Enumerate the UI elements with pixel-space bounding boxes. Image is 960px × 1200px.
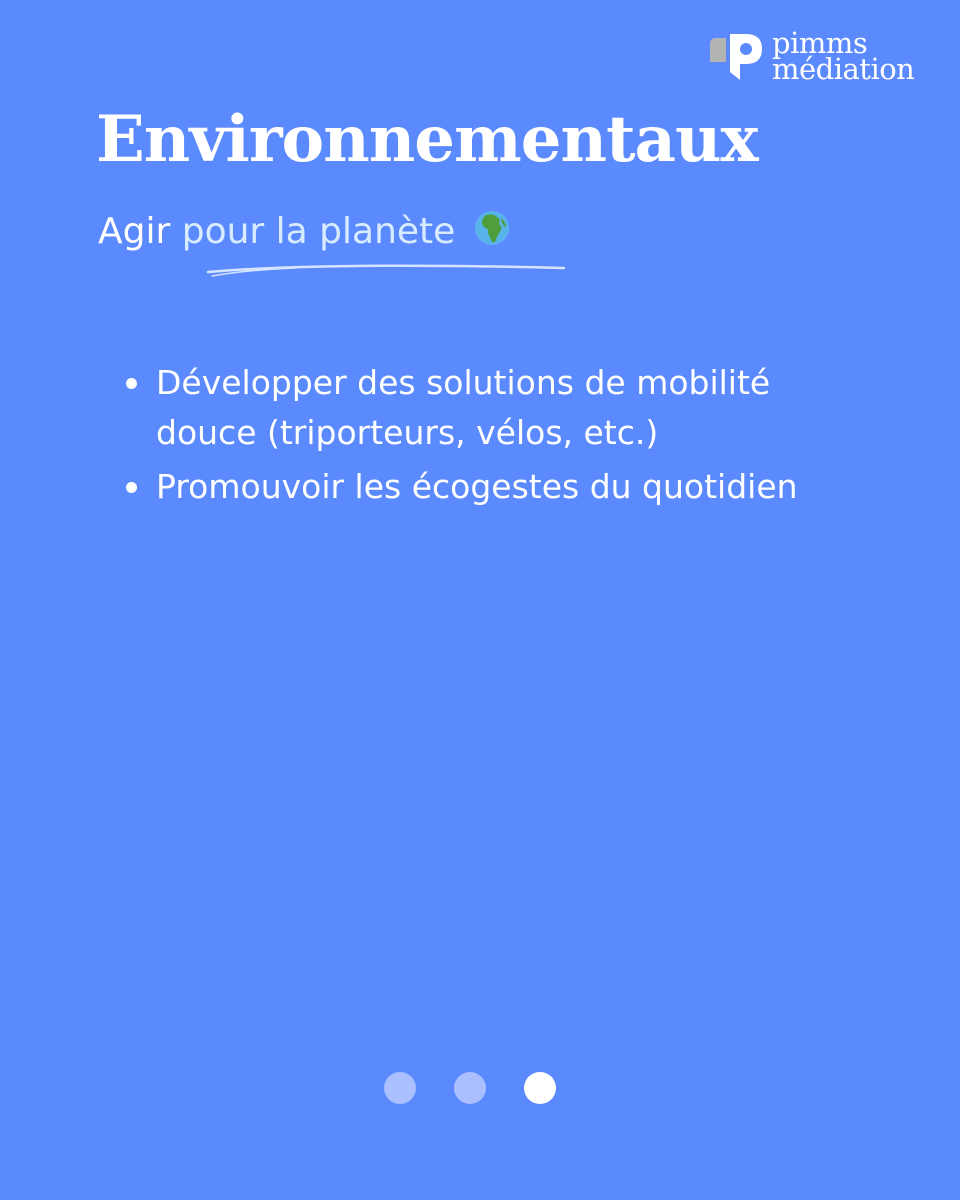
bullet-text: Développer des solutions de mobilité douce (triporteurs, vélos, etc.): [156, 363, 771, 452]
pagination-dot-1[interactable]: [384, 1072, 416, 1104]
bullet-dot-icon: [126, 482, 137, 493]
subtitle-underline: [206, 258, 568, 280]
brand-name: [772, 26, 915, 86]
brand-name-line2: médiation: [772, 52, 915, 86]
brand-name-line1: pimms: [772, 26, 868, 60]
pimms-logo-icon: [706, 32, 768, 84]
carousel-pagination: [384, 1072, 556, 1104]
subtitle-plain: Agir: [98, 211, 182, 252]
pagination-dot-2[interactable]: [454, 1072, 486, 1104]
page-title: Environnementaux: [96, 102, 758, 177]
brand-logo: [706, 26, 938, 86]
bullet-item: [126, 462, 866, 512]
pagination-dot-3-active[interactable]: [524, 1072, 556, 1104]
subtitle-highlight: pour la planète: [181, 211, 456, 252]
subtitle: [98, 208, 511, 256]
bullet-text: Promouvoir les écogestes du quotidien: [156, 467, 798, 506]
bullet-item: [126, 358, 866, 458]
bullet-list: [126, 358, 866, 516]
globe-africa-icon: [473, 209, 511, 247]
bullet-dot-icon: [126, 378, 137, 389]
